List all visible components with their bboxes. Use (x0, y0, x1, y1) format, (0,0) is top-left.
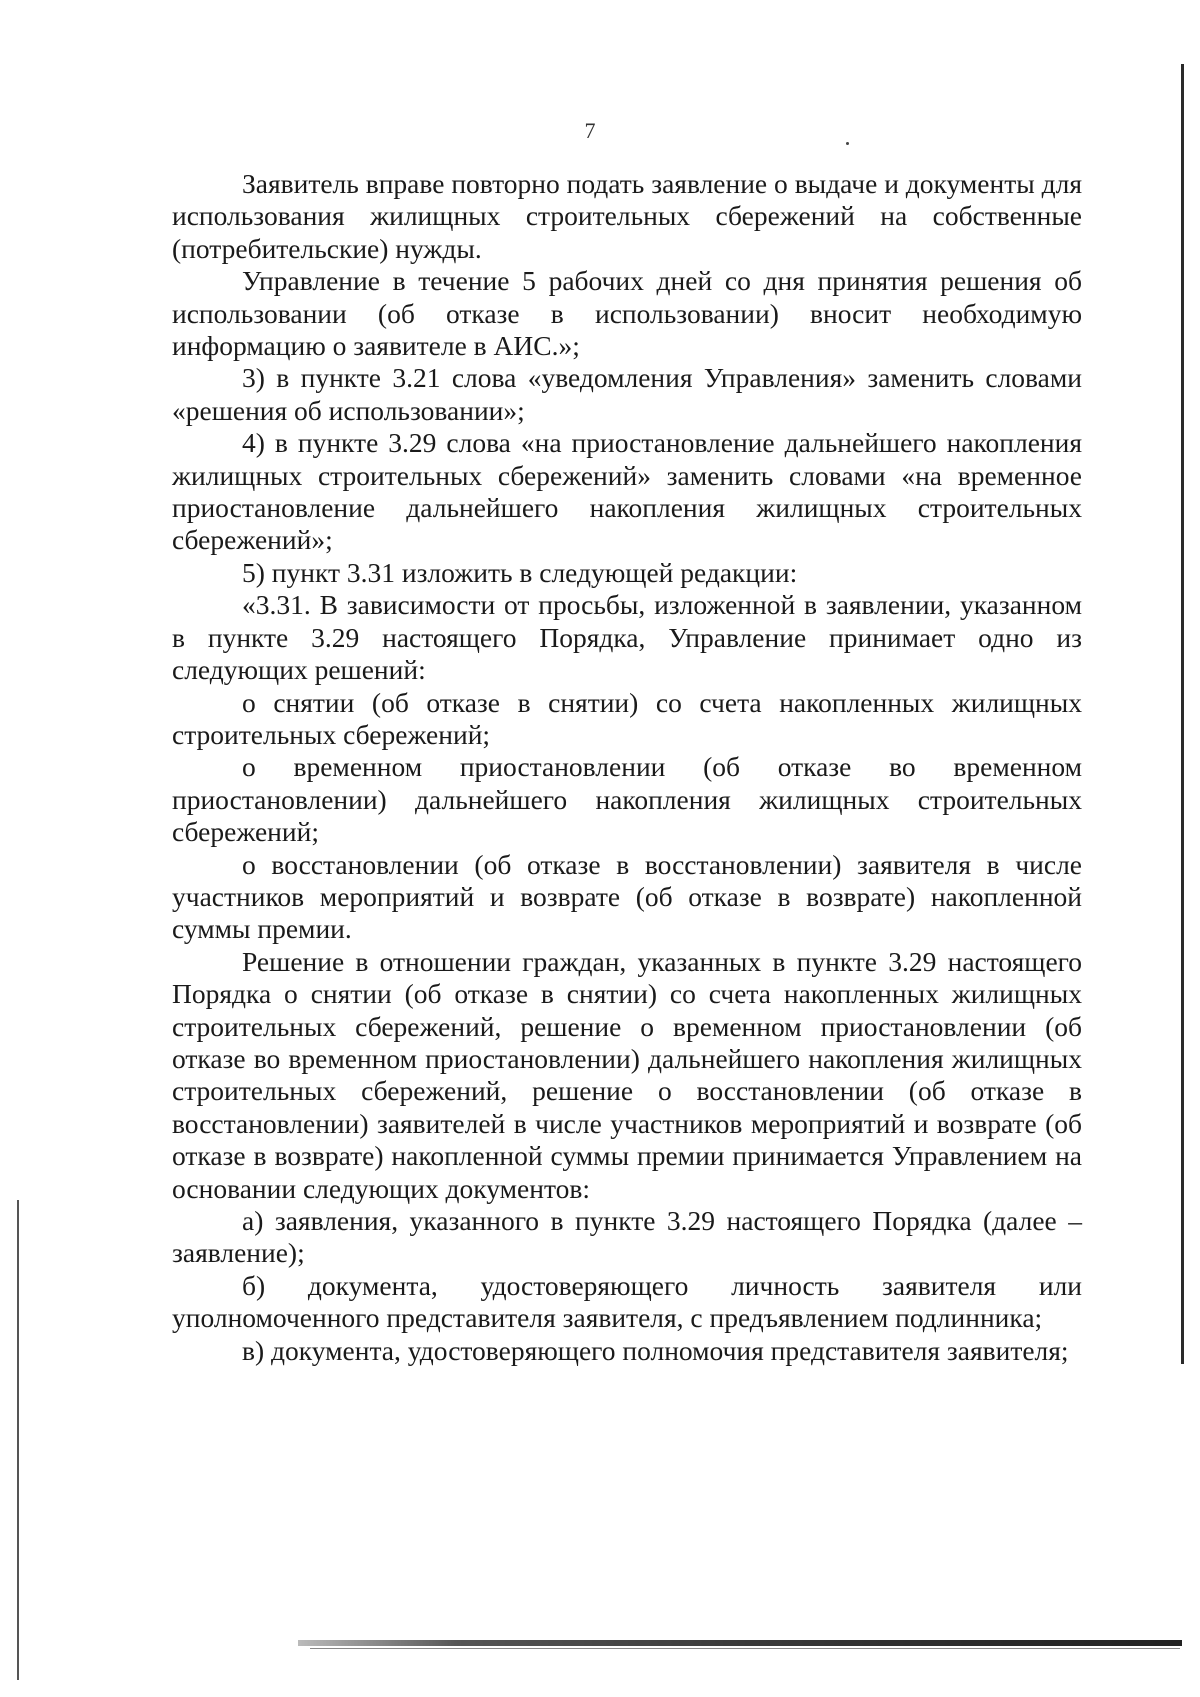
paragraph-doc-v: в) документа, удостоверяющего полномочия представителя заявителя; (242, 1334, 1069, 1366)
paragraph-reapply: Заявитель вправе повторно подать заявление о выдаче и документы для использования жилищных строительных сбережений на собственные (потребительские) нужды. (172, 168, 1082, 264)
paragraph-item-5: 5) пункт 3.31 изложить в следующей редакции: (242, 556, 798, 588)
paragraph-decision-suspension: о временном приостановлении (об отказе во временном приостановлении) дальнейшего накопления жилищных строительных сбережений; (172, 751, 1082, 848)
scan-edge-left (17, 1200, 19, 1680)
scan-speck (846, 142, 849, 145)
scan-edge-right (1181, 64, 1184, 1364)
paragraph-3-31: «3.31. В зависимости от просьбы, изложенной в заявлении, указанном в пункте 3.29 настоящего Порядка, Управление принимает одно из следующих решений: (172, 589, 1082, 686)
scan-bottom-edge-line (310, 1648, 1180, 1649)
paragraph-decision-withdrawal: о снятии (об отказе в снятии) со счета накопленных жилищных строительных сбережений; (172, 686, 1082, 750)
document-body (172, 168, 1082, 1367)
paragraph-item-3: 3) в пункте 3.21 слова «уведомления Управления» заменить словами «решения об использовании»; (172, 362, 1082, 426)
paragraph-decision-basis: Решение в отношении граждан, указанных в пункте 3.29 настоящего Порядка о снятии (об отказе в снятии) со счета накопленных жилищных строительных сбережений, решение о временном приостановлении (об отказе во временном приостановлении) дальнейшего накопления жилищных строительных сбережений, решение о восстановлении (об отказе в восстановлении) заявителей в числе участников мероприятий и возврате (об отказе в возврате) накопленной суммы премии принимается Управлением на основании следующих документов: (172, 945, 1082, 1204)
paragraph-ais-info: Управление в течение 5 рабочих дней со дня принятия решения об использовании (об отказе в использовании) вносит необходимую информацию о заявителе в АИС.»; (172, 265, 1082, 362)
paragraph-item-4: 4) в пункте 3.29 слова «на приостановление дальнейшего накопления жилищных строительных сбережений» заменить словами «на временное приостановление дальнейшего накопления жилищных строительных сбережений»; (172, 427, 1082, 556)
scan-bottom-edge (298, 1640, 1182, 1646)
page-number: 7 (584, 118, 596, 143)
paragraph-doc-a: а) заявления, указанного в пункте 3.29 настоящего Порядка (далее – заявление); (172, 1205, 1082, 1269)
paragraph-doc-b: б) документа, удостоверяющего личность заявителя или уполномоченного представителя заявителя, с предъявлением подлинника; (172, 1269, 1082, 1334)
paragraph-decision-restoration: о восстановлении (об отказе в восстановлении) заявителя в числе участников мероприятий и возврате (об отказе в возврате) накопленной суммы премии. (172, 848, 1082, 945)
